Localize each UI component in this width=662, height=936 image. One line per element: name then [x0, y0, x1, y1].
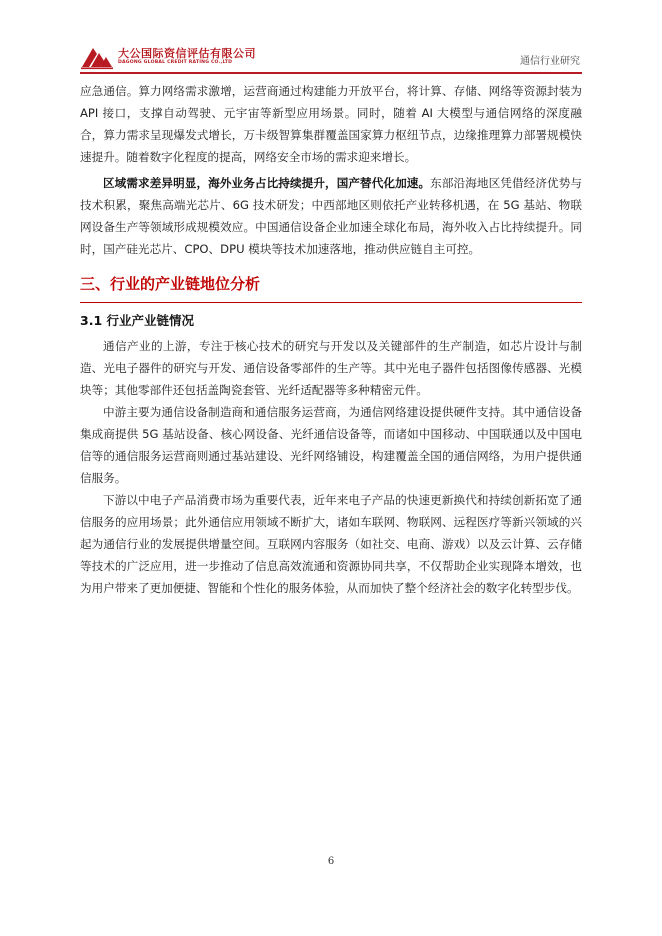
header-divider — [80, 72, 582, 74]
company-name-cn: 大公国际资信评估有限公司 — [118, 47, 256, 60]
paragraph: 应急通信。算力网络需求激增，运营商通过构建能力开放平台，将计算、存储、网络等资源封装为 API 接口，支撑自动驾驶、元宇宙等新型应用场景。同时，随着 AI 大模型与通信网络的深度融合，算力需求呈现爆发式增长，万卡级智算集群覆盖国家算力枢纽节点，边缘推理算力部署规模快速提升。随着数字化程度的提高，网络安全市场的需求迎来增长。 — [80, 84, 582, 164]
page-body — [80, 80, 582, 599]
section-divider — [80, 302, 582, 303]
section-title: 三、行业的产业链地位分析 — [80, 275, 261, 293]
paragraph: 通信产业的上游，专注于核心技术的研究与开发以及关键部件的生产制造，如芯片设计与制造、光电子器件的研究与开发、通信设备零部件的生产等。其中光电子器件包括图像传感器、光模块等；其他零部件还包括盖陶瓷套管、光纤适配器等多种精密元件。 — [80, 339, 582, 397]
dagong-logo-icon — [80, 44, 114, 70]
company-name-en: DAGONG GLOBAL CREDIT RATING CO.,LTD — [118, 60, 233, 65]
subsection-title: 3.1 行业产业链情况 — [80, 313, 194, 328]
paragraph — [80, 172, 582, 260]
paragraph-lead: 区域需求差异明显，海外业务占比持续提升，国产替代化加速。 — [103, 176, 431, 190]
page-header — [80, 40, 582, 72]
report-type: 通信行业研究 — [520, 56, 580, 67]
paragraph: 下游以中电子产品消费市场为重要代表，近年来电子产品的快速更新换代和持续创新拓宽了通信服务的应用场景；此外通信应用领域不断扩大，诸如车联网、物联网、远程医疗等新兴领域的兴起为通信行业的发展提供增量空间。互联网内容服务（如社交、电商、游戏）以及云计算、云存储等技术的广泛应用，进一步推动了信息高效流通和资源协同共享，不仅帮助企业实现降本增效，也为用户带来了更加便捷、智能和个性化的服务体验，从而加快了整个经济社会的数字化转型步伐。 — [80, 493, 582, 595]
page-number: 6 — [327, 856, 335, 867]
paragraph: 中游主要为通信设备制造商和通信服务运营商，为通信网络建设提供硬件支持。其中通信设备集成商提供 5G 基站设备、核心网设备、光纤通信设备等，而诸如中国移动、中国联通以及中国电信等的通信服务运营商则通过基站建设、光纤网络铺设，构建覆盖全国的通信网络，为用户提供通信服务。 — [80, 405, 582, 485]
paragraph-text: 东部沿海地区凭借经济优势与技术积累，聚焦高端光芯片、6G 技术研发；中西部地区则依托产业转移机遇，在 5G 基站、物联网设备生产等领域形成规模效应。中国通信设备企业加速全球化布局，海外收入占比持续提升。同时，国产硅光芯片、CPO、DPU 模块等技术加速落地，推动供应链自主可控。 — [80, 176, 582, 256]
